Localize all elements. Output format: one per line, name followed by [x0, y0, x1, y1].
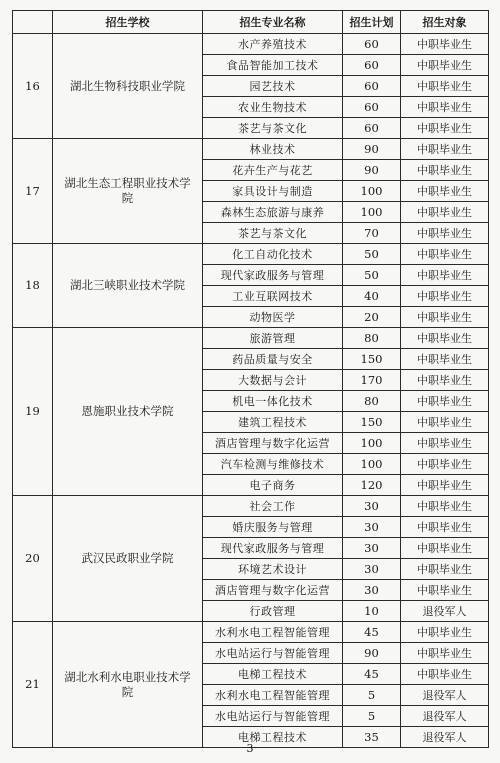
plan-count: 10	[343, 601, 401, 622]
major-name: 现代家政服务与管理	[203, 538, 343, 559]
row-index: 20	[13, 496, 53, 622]
target-group: 中职毕业生	[401, 244, 489, 265]
plan-count: 60	[343, 34, 401, 55]
school-name: 恩施职业技术学院	[53, 328, 203, 496]
header-major: 招生专业名称	[203, 11, 343, 34]
school-name: 湖北生态工程职业技术学院	[53, 139, 203, 244]
target-group: 中职毕业生	[401, 286, 489, 307]
major-name: 水电站运行与智能管理	[203, 706, 343, 727]
major-name: 婚庆服务与管理	[203, 517, 343, 538]
major-name: 药品质量与安全	[203, 349, 343, 370]
school-name: 湖北生物科技职业学院	[53, 34, 203, 139]
target-group: 中职毕业生	[401, 664, 489, 685]
row-index: 18	[13, 244, 53, 328]
target-group: 中职毕业生	[401, 76, 489, 97]
target-group: 中职毕业生	[401, 223, 489, 244]
page-number: 3	[246, 742, 254, 755]
target-group: 退役军人	[401, 685, 489, 706]
target-group: 中职毕业生	[401, 181, 489, 202]
major-name: 环境艺术设计	[203, 559, 343, 580]
major-name: 动物医学	[203, 307, 343, 328]
target-group: 中职毕业生	[401, 328, 489, 349]
target-group: 中职毕业生	[401, 139, 489, 160]
plan-count: 100	[343, 454, 401, 475]
plan-count: 60	[343, 97, 401, 118]
target-group: 中职毕业生	[401, 496, 489, 517]
major-name: 旅游管理	[203, 328, 343, 349]
plan-count: 100	[343, 202, 401, 223]
target-group: 中职毕业生	[401, 475, 489, 496]
major-name: 花卉生产与花艺	[203, 160, 343, 181]
target-group: 中职毕业生	[401, 643, 489, 664]
target-group: 中职毕业生	[401, 391, 489, 412]
major-name: 工业互联网技术	[203, 286, 343, 307]
target-group: 中职毕业生	[401, 454, 489, 475]
major-name: 大数据与会计	[203, 370, 343, 391]
plan-count: 80	[343, 328, 401, 349]
plan-count: 150	[343, 412, 401, 433]
target-group: 中职毕业生	[401, 118, 489, 139]
plan-count: 100	[343, 433, 401, 454]
target-group: 中职毕业生	[401, 202, 489, 223]
target-group: 退役军人	[401, 727, 489, 748]
major-name: 社会工作	[203, 496, 343, 517]
major-name: 水产养殖技术	[203, 34, 343, 55]
header-school: 招生学校	[53, 11, 203, 34]
school-name: 武汉民政职业学院	[53, 496, 203, 622]
major-name: 酒店管理与数字化运营	[203, 580, 343, 601]
plan-count: 150	[343, 349, 401, 370]
plan-count: 30	[343, 538, 401, 559]
plan-count: 50	[343, 265, 401, 286]
plan-count: 60	[343, 118, 401, 139]
major-name: 家具设计与制造	[203, 181, 343, 202]
plan-count: 90	[343, 643, 401, 664]
row-index: 21	[13, 622, 53, 748]
plan-count: 70	[343, 223, 401, 244]
major-name: 酒店管理与数字化运营	[203, 433, 343, 454]
major-name: 汽车检测与维修技术	[203, 454, 343, 475]
target-group: 中职毕业生	[401, 97, 489, 118]
major-name: 水利水电工程智能管理	[203, 622, 343, 643]
target-group: 中职毕业生	[401, 412, 489, 433]
plan-count: 30	[343, 496, 401, 517]
plan-count: 90	[343, 160, 401, 181]
plan-count: 45	[343, 664, 401, 685]
plan-count: 90	[343, 139, 401, 160]
target-group: 中职毕业生	[401, 433, 489, 454]
header-plan: 招生计划	[343, 11, 401, 34]
plan-count: 30	[343, 559, 401, 580]
major-name: 水电站运行与智能管理	[203, 643, 343, 664]
target-group: 中职毕业生	[401, 307, 489, 328]
target-group: 中职毕业生	[401, 559, 489, 580]
plan-count: 60	[343, 76, 401, 97]
plan-count: 45	[343, 622, 401, 643]
header-target: 招生对象	[401, 11, 489, 34]
plan-count: 40	[343, 286, 401, 307]
target-group: 中职毕业生	[401, 265, 489, 286]
plan-count: 30	[343, 517, 401, 538]
enrollment-table	[12, 10, 489, 748]
school-name: 湖北水利水电职业技术学院	[53, 622, 203, 748]
table-row	[13, 496, 489, 517]
plan-count: 5	[343, 685, 401, 706]
target-group: 中职毕业生	[401, 517, 489, 538]
major-name: 电梯工程技术	[203, 664, 343, 685]
plan-count: 100	[343, 181, 401, 202]
plan-count: 80	[343, 391, 401, 412]
table-row	[13, 34, 489, 55]
target-group: 中职毕业生	[401, 538, 489, 559]
major-name: 化工自动化技术	[203, 244, 343, 265]
header-index	[13, 11, 53, 34]
major-name: 电子商务	[203, 475, 343, 496]
school-name: 湖北三峡职业技术学院	[53, 244, 203, 328]
row-index: 19	[13, 328, 53, 496]
table-body	[13, 34, 489, 748]
major-name: 行政管理	[203, 601, 343, 622]
major-name: 茶艺与茶文化	[203, 223, 343, 244]
row-index: 16	[13, 34, 53, 139]
major-name: 林业技术	[203, 139, 343, 160]
target-group: 中职毕业生	[401, 34, 489, 55]
target-group: 中职毕业生	[401, 622, 489, 643]
table-row	[13, 244, 489, 265]
major-name: 园艺技术	[203, 76, 343, 97]
major-name: 农业生物技术	[203, 97, 343, 118]
table-header-row	[13, 11, 489, 34]
table-row	[13, 622, 489, 643]
plan-count: 20	[343, 307, 401, 328]
plan-count: 120	[343, 475, 401, 496]
target-group: 中职毕业生	[401, 55, 489, 76]
target-group: 中职毕业生	[401, 580, 489, 601]
plan-count: 170	[343, 370, 401, 391]
plan-count: 50	[343, 244, 401, 265]
target-group: 中职毕业生	[401, 160, 489, 181]
plan-count: 30	[343, 580, 401, 601]
table-row	[13, 328, 489, 349]
major-name: 电梯工程技术	[203, 727, 343, 748]
major-name: 机电一体化技术	[203, 391, 343, 412]
target-group: 退役军人	[401, 601, 489, 622]
target-group: 退役军人	[401, 706, 489, 727]
major-name: 建筑工程技术	[203, 412, 343, 433]
row-index: 17	[13, 139, 53, 244]
plan-count: 5	[343, 706, 401, 727]
plan-count: 35	[343, 727, 401, 748]
target-group: 中职毕业生	[401, 349, 489, 370]
major-name: 现代家政服务与管理	[203, 265, 343, 286]
plan-count: 60	[343, 55, 401, 76]
major-name: 水利水电工程智能管理	[203, 685, 343, 706]
major-name: 食品智能加工技术	[203, 55, 343, 76]
major-name: 茶艺与茶文化	[203, 118, 343, 139]
table-row	[13, 139, 489, 160]
major-name: 森林生态旅游与康养	[203, 202, 343, 223]
target-group: 中职毕业生	[401, 370, 489, 391]
